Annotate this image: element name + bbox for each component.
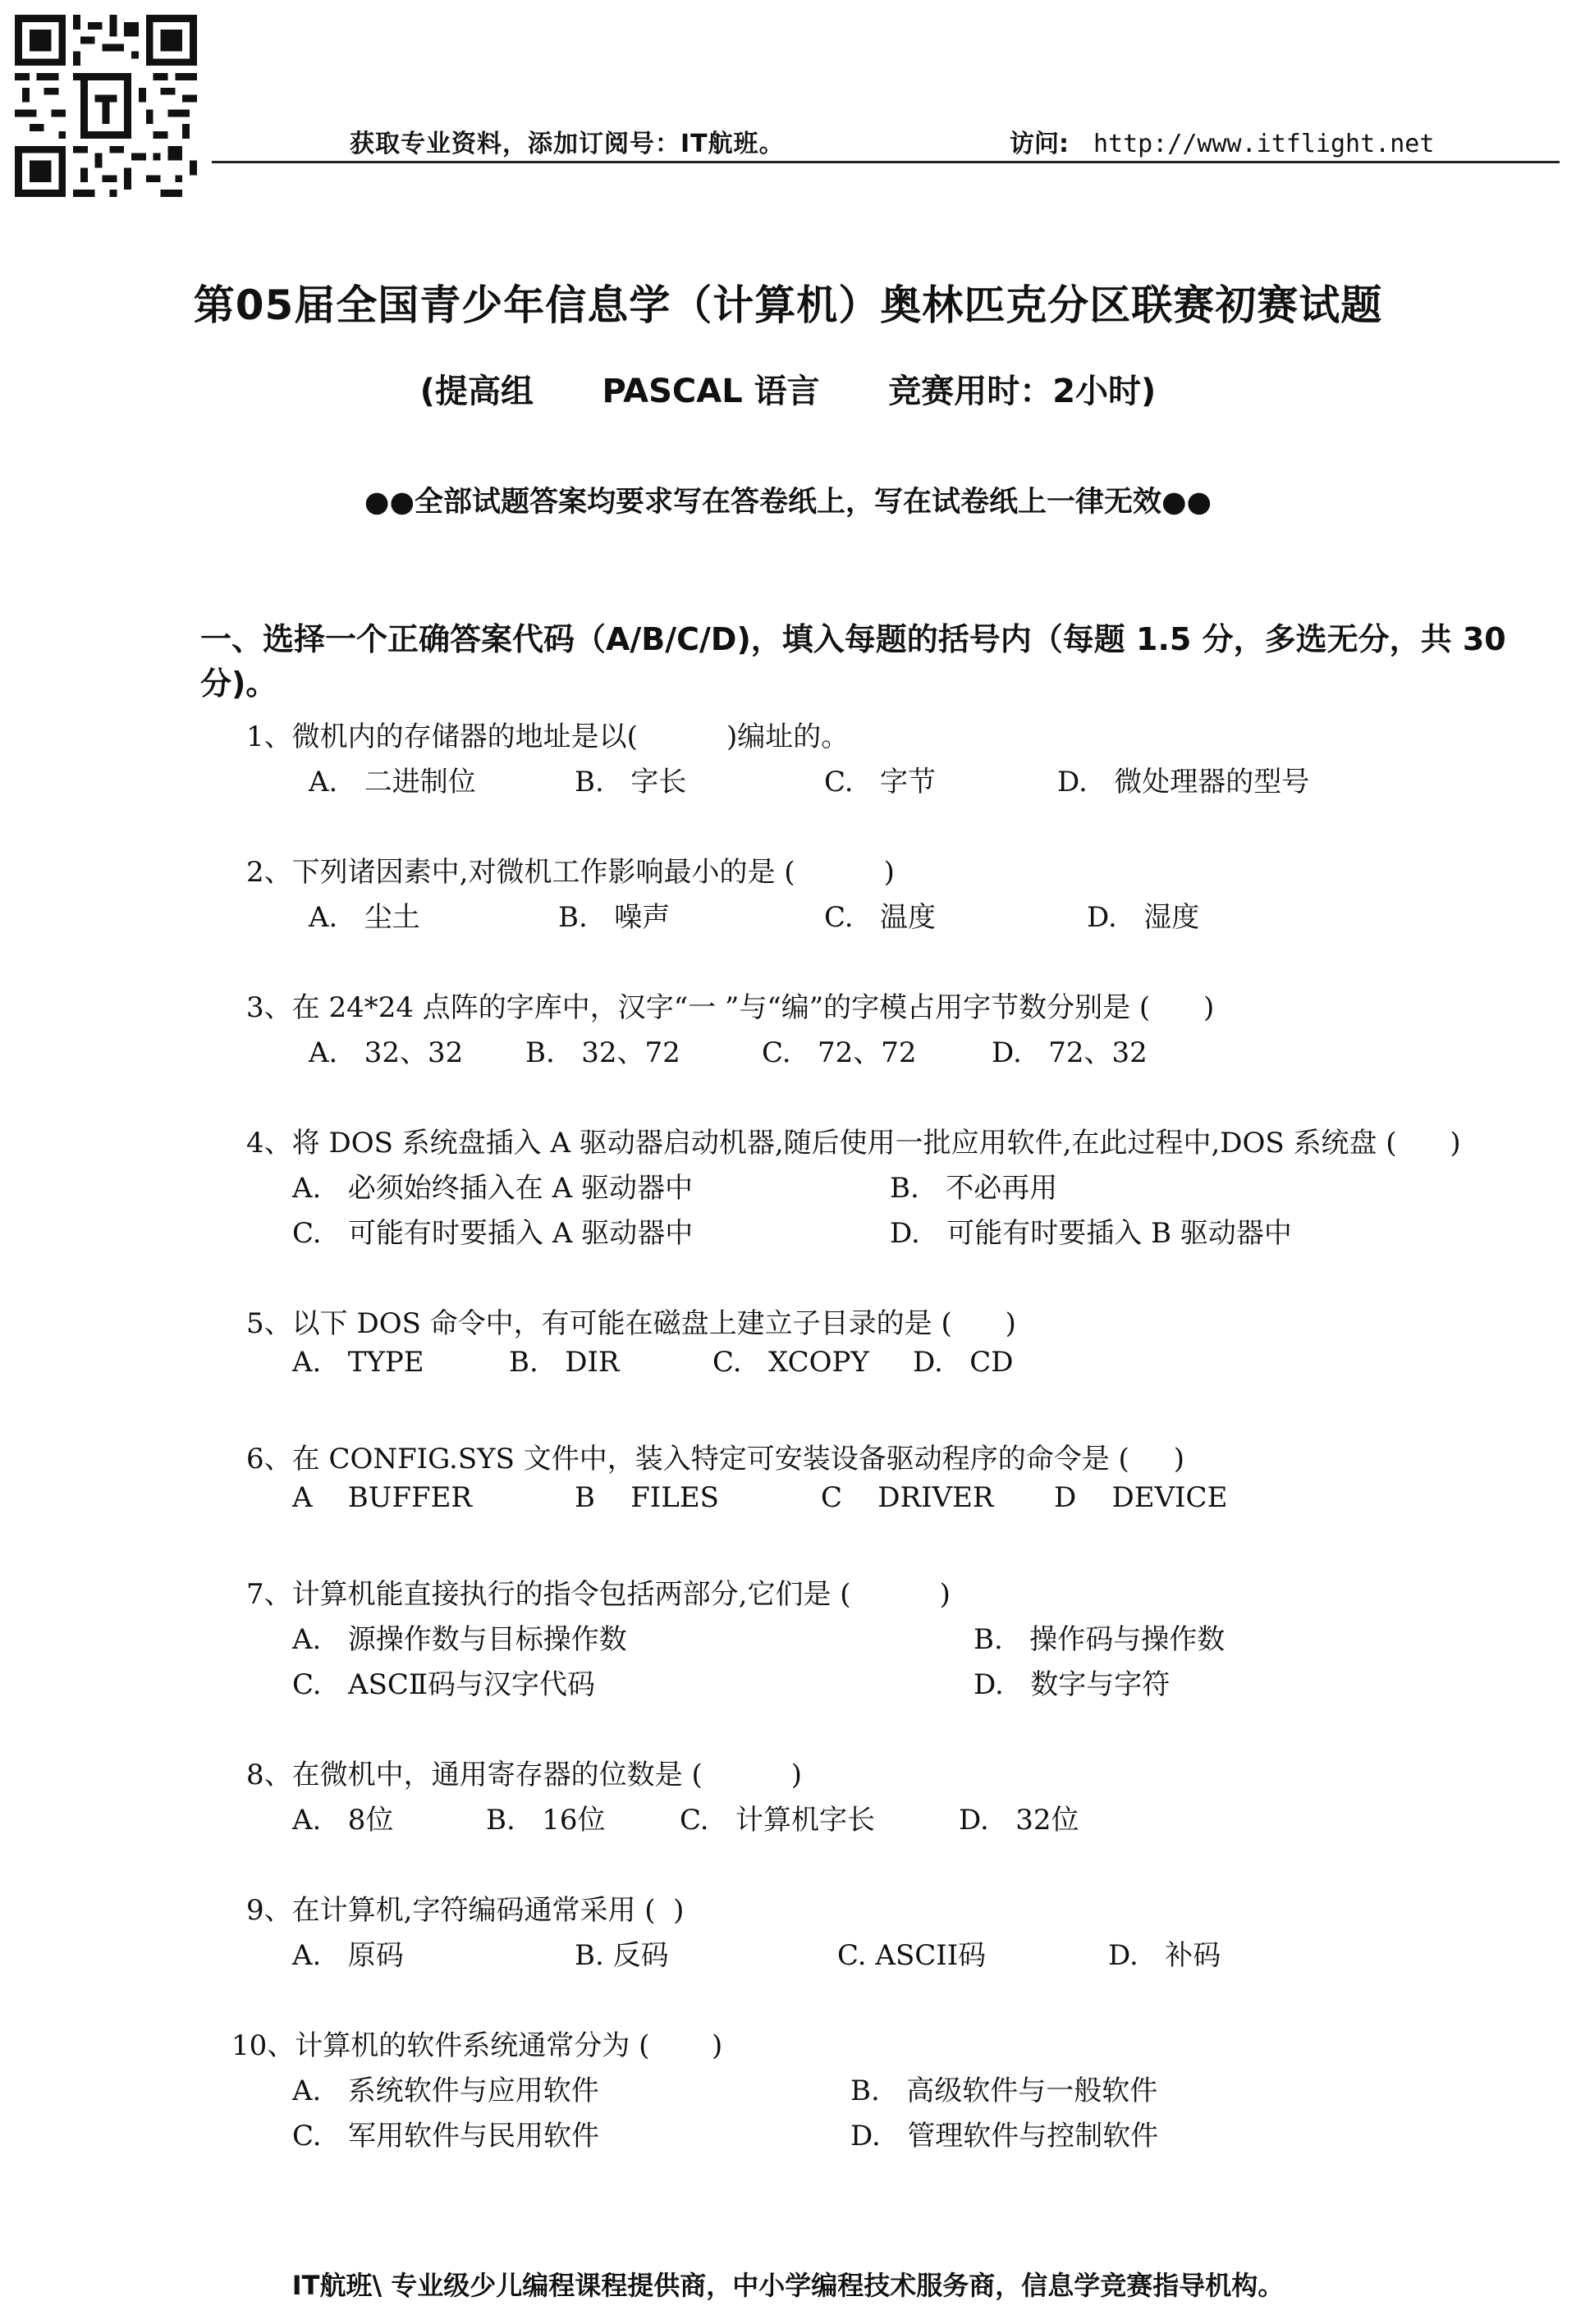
option-c: C. 军用软件与民用软件: [292, 2120, 600, 2152]
question-stem: 3、在 24*24 点阵的字库中，汉字“一 ”与“编”的字模占用字节数分别是 ( ): [246, 991, 1215, 1024]
question-stem: 1、微机内的存储器的地址是以( )编址的。: [246, 721, 850, 753]
option-b: B. 32、72: [525, 1036, 680, 1069]
option-c: C. 可能有时要插入 A 驱动器中: [292, 1217, 694, 1250]
option-c: C. 字节: [824, 766, 937, 798]
option-c: C. 温度: [824, 901, 937, 934]
option-d: D DEVICE: [1054, 1481, 1228, 1514]
option-b: B. DIR: [509, 1346, 620, 1379]
question-stem: 5、以下 DOS 命令中，有可能在磁盘上建立子目录的是 ( ): [246, 1307, 1016, 1340]
option-b: B. 操作码与操作数: [974, 1623, 1226, 1656]
option-a: A. 8位: [292, 1804, 394, 1837]
question-stem: 4、将 DOS 系统盘插入 A 驱动器启动机器,随后使用一批应用软件,在此过程中,DOS 系统盘 ( ): [246, 1127, 1461, 1160]
question-stem: 9、在计算机,字符编码通常采用 ( ): [246, 1894, 685, 1927]
option-b: B. 字长: [575, 766, 687, 798]
option-a: A. 尘土: [309, 901, 420, 934]
option-d: D. 可能有时要插入 B 驱动器中: [890, 1217, 1292, 1250]
option-a: A BUFFER: [292, 1481, 473, 1514]
option-b: B. 不必再用: [890, 1172, 1058, 1205]
visit-label: 访问:: [1010, 130, 1069, 158]
option-b: B FILES: [575, 1481, 719, 1514]
question-stem: 8、在微机中，通用寄存器的位数是 ( ): [246, 1759, 803, 1791]
option-d: D. 补码: [1108, 1939, 1221, 1972]
option-a: A. TYPE: [292, 1346, 424, 1379]
website-link[interactable]: http://www.itflight.net: [1093, 130, 1435, 158]
option-a: A. 二进制位: [309, 766, 476, 798]
option-c: C. ASCII码: [837, 1939, 987, 1972]
option-c: C. XCOPY: [712, 1346, 869, 1379]
option-d: D. 数字与字符: [974, 1668, 1171, 1701]
page-subtitle: (提高组 PASCAL 语言 竞赛用时：2小时): [419, 373, 1157, 410]
header-visit: [1010, 123, 1434, 159]
option-d: D. 湿度: [1087, 901, 1200, 934]
option-c: C. 72、72: [762, 1036, 917, 1069]
option-d: D. 32位: [959, 1804, 1079, 1837]
page-footer: IT航班\ 专业级少儿编程课程提供商，中小学编程技术服务商，信息学竞赛指导机构。: [291, 2270, 1285, 2301]
question-stem: 2、下列诸因素中,对微机工作影响最小的是 ( ): [246, 856, 895, 889]
question-stem: 6、在 CONFIG.SYS 文件中，装入特定可安装设备驱动程序的命令是 ( ): [246, 1443, 1185, 1475]
option-d: D. CD: [913, 1346, 1014, 1379]
option-d: D. 微处理器的型号: [1057, 766, 1310, 798]
exam-notice: ●●全部试题答案均要求写在答卷纸上，写在试卷纸上一律无效●●: [364, 486, 1212, 519]
option-c: C DRIVER: [821, 1481, 994, 1514]
option-b: B. 16位: [486, 1804, 606, 1837]
option-d: D. 管理软件与控制软件: [850, 2120, 1159, 2152]
option-a: A. 32、32: [309, 1036, 464, 1069]
option-c: C. 计算机字长: [680, 1804, 876, 1837]
section-title: 一、选择一个正确答案代码（A/B/C/D)，填入每题的括号内（每题 1.5 分，多选无分，共 30 分)。: [200, 621, 1506, 702]
qr-code-icon: [15, 15, 197, 197]
option-a: A. 必须始终插入在 A 驱动器中: [292, 1172, 693, 1205]
question-stem: 10、计算机的软件系统通常分为 ( ): [231, 2029, 723, 2062]
option-d: D. 72、32: [992, 1036, 1148, 1069]
option-a: A. 源操作数与目标操作数: [292, 1623, 627, 1656]
option-a: A. 系统软件与应用软件: [292, 2075, 599, 2107]
option-b: B. 噪声: [558, 901, 671, 934]
header-divider: [212, 161, 1560, 163]
header-subscribe-text: 获取专业资料，添加订阅号：IT航班。: [350, 130, 785, 158]
option-a: A. 原码: [292, 1939, 404, 1972]
option-c: C. ASCⅡ码与汉字代码: [292, 1668, 596, 1701]
option-b: B. 反码: [575, 1939, 669, 1972]
option-b: B. 高级软件与一般软件: [850, 2075, 1158, 2107]
page-title: 第05届全国青少年信息学（计算机）奥林匹克分区联赛初赛试题: [193, 281, 1383, 329]
question-stem: 7、计算机能直接执行的指令包括两部分,它们是 ( ): [246, 1578, 951, 1611]
